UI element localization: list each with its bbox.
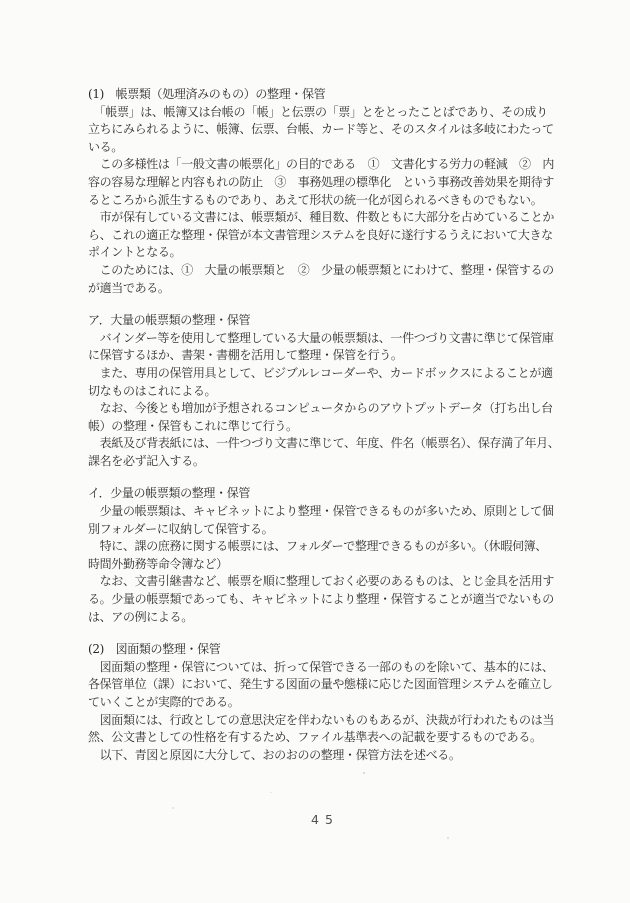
text-line: 容の容易な理解と内容もれの防止 ③ 事務処理の標準化 という事務改善効果を期待す bbox=[88, 174, 555, 189]
text-line: 少量の帳票類は、キャビネットにより整理・保管できるものが多いため、原則として個 bbox=[88, 504, 554, 519]
text-line: 然、公文書としての性格を有するため、ファイル基準表への記載を要するものである。 bbox=[88, 730, 542, 745]
text-line: る。少量の帳票類であっても、キャビネットにより整理・保管することが適当でないもの bbox=[88, 592, 554, 607]
text-line: なお、文書引継書など、帳票を順に整理しておく必要のあるものは、とじ金具を活用す bbox=[88, 574, 555, 589]
paragraph-block bbox=[88, 503, 562, 626]
text-line: 特に、課の庶務に関する帳票には、フォルダーで整理できるものが多い。（休暇伺簿、 bbox=[88, 539, 547, 554]
text-line: ら、これの適正な整理・保管が本文書管理システムを良好に遂行するうえにおいて大きな bbox=[88, 227, 553, 242]
text-line: いる。 bbox=[88, 139, 123, 154]
text-line: るところから派生するものであり、あえて形状の統一化が図られるべきものでもない。 bbox=[88, 192, 543, 207]
text-line: 図面類には、行政としての意思決定を伴わないものもあるが、決裁が行われたものは当 bbox=[88, 712, 555, 727]
text-line: (2) 図面類の整理・保管 bbox=[88, 642, 221, 657]
section-heading bbox=[88, 641, 562, 659]
paragraph-block bbox=[88, 659, 562, 765]
section-heading bbox=[88, 312, 562, 330]
text-line: 市が保有している文書には、帳票類が、種目数、件数ともに大部分を占めていることか bbox=[88, 210, 555, 225]
paragraph-block bbox=[88, 104, 562, 298]
text-line: 切なものはこれによる。 bbox=[88, 383, 217, 398]
text-line: 各保管単位（課）において、発生する図面の量や態様に応じた図面管理システムを確立し bbox=[88, 677, 553, 692]
text-line: なお、今後とも増加が予想されるコンピュータからのアウトプットデータ（打ち出し台 bbox=[88, 401, 553, 416]
text-line: が適当である。 bbox=[88, 280, 170, 295]
text-line: 課名を必ず記入する。 bbox=[88, 453, 205, 468]
page-number: 45 bbox=[311, 812, 339, 827]
scan-speck bbox=[172, 807, 174, 809]
scan-speck bbox=[447, 837, 449, 839]
text-line: 帳）の整理・保管もこれに準じて行う。 bbox=[88, 418, 298, 433]
text-line: (1) 帳票類（処理済みのもの）の整理・保管 bbox=[88, 87, 326, 101]
paragraph-block bbox=[88, 330, 562, 471]
section-heading bbox=[88, 86, 562, 104]
scan-speck bbox=[363, 772, 365, 774]
text-line: 表紙及び背表紙には、一件つづり文書に準じて、年度、件名（帳票名）、保存満了年月、 bbox=[88, 436, 560, 451]
document-body bbox=[88, 86, 562, 764]
text-line: は、アの例による。 bbox=[88, 609, 193, 624]
text-line: 別フォルダーに収納して保管する。 bbox=[88, 521, 274, 536]
section-heading bbox=[88, 485, 562, 503]
text-line: に保管するほか、書架・書棚を活用して整理・保管を行う。 bbox=[88, 348, 403, 363]
text-line: 立ちにみられるように、帳簿、伝票、台帳、カード等と、そのスタイルは多岐にわたって bbox=[88, 122, 554, 137]
text-line: この多様性は「一般文書の帳票化」の目的である ① 文書化する労力の軽減 ② 内 bbox=[88, 157, 555, 172]
text-line: ア．大量の帳票類の整理・保管 bbox=[88, 313, 251, 328]
text-line: イ．少量の帳票類の整理・保管 bbox=[88, 486, 251, 501]
text-line: ていくことが実際的である。 bbox=[88, 695, 240, 709]
scan-speck bbox=[270, 792, 272, 793]
text-line: 時間外勤務等命令簿など） bbox=[88, 556, 228, 571]
text-line: 図面類の整理・保管については、折って保管できる一部のものを除いて、基本的には、 bbox=[88, 659, 554, 674]
text-line: また、専用の保管用具として、ビジブルレコーダーや、カードボックスによることが適 bbox=[88, 365, 553, 380]
text-line: バインダー等を使用して整理している大量の帳票類は、一件つづり文書に準じて保管庫 bbox=[88, 330, 554, 345]
text-line: このためには、① 大量の帳票類と ② 少量の帳票類とにわけて、整理・保管するの bbox=[88, 262, 554, 277]
text-line: ポイントとなる。 bbox=[88, 245, 182, 260]
text-line: 以下、青図と原図に大分して、おのおのの整理・保管方法を述べる。 bbox=[88, 747, 461, 762]
text-line: 「帳票」は、帳簿又は台帳の「帳」と伝票の「票」とをとったことばであり、その成り bbox=[88, 104, 548, 119]
